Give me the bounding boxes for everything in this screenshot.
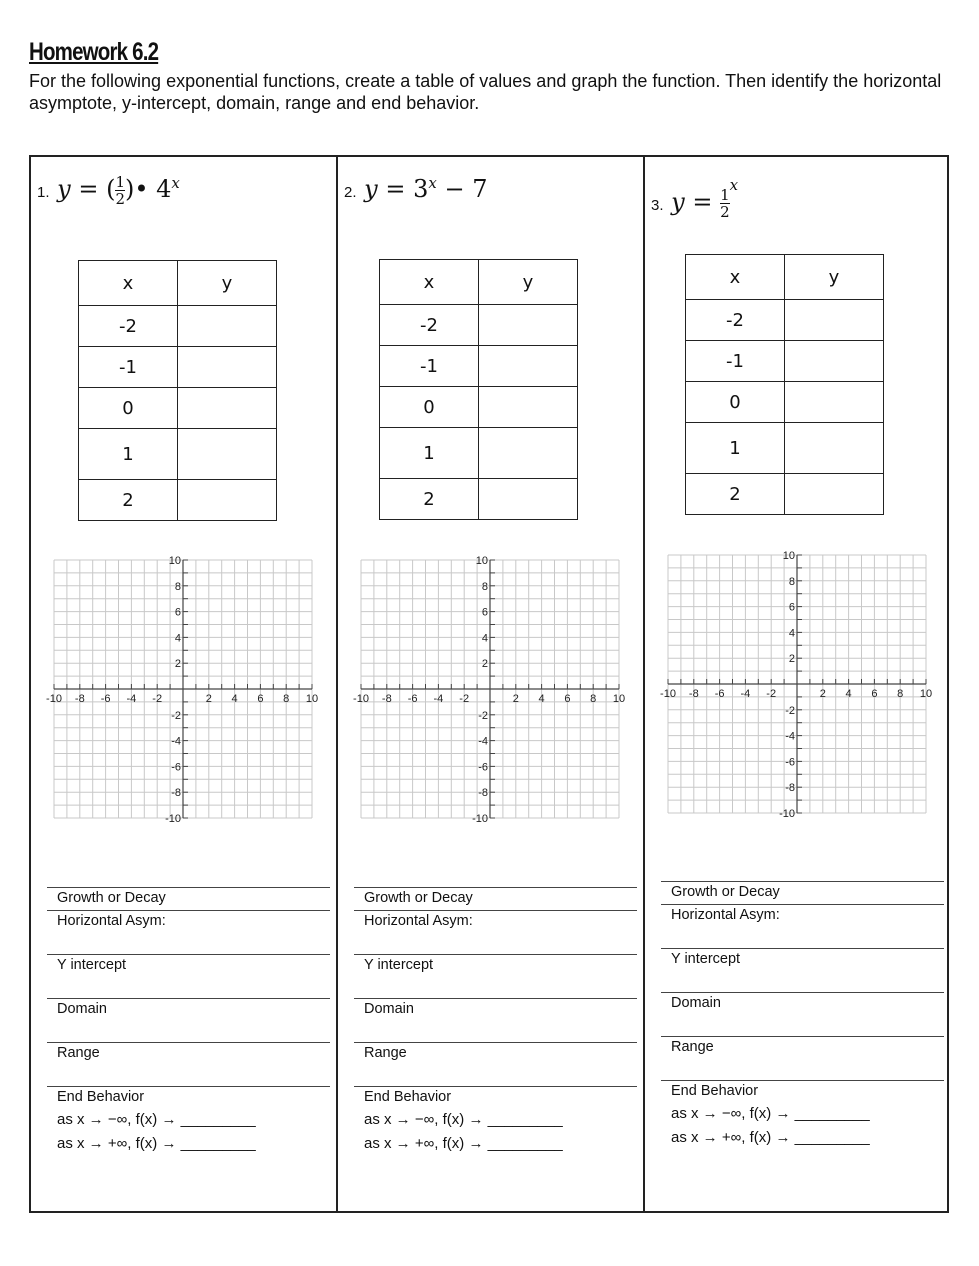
table-header-y: y bbox=[479, 260, 578, 305]
x-tick-label: 10 bbox=[305, 693, 319, 705]
equation-3: 3. $y = \frac{1}{2}$ $^x$ bbox=[651, 176, 739, 221]
x-tick-label: 10 bbox=[919, 688, 933, 700]
y-tick-label: 6 bbox=[481, 606, 488, 619]
table-header-y: y bbox=[178, 261, 277, 306]
y-intercept-label: Y intercept bbox=[57, 957, 127, 973]
table-cell: 1 bbox=[79, 429, 178, 480]
y-cell[interactable] bbox=[479, 479, 578, 520]
x-tick-label: 4 bbox=[231, 693, 238, 705]
x-tick-label: -8 bbox=[381, 693, 392, 705]
y-cell[interactable] bbox=[178, 306, 277, 347]
x-tick-label: 10 bbox=[612, 693, 626, 705]
range-label: Range bbox=[57, 1045, 100, 1061]
y-cell[interactable] bbox=[785, 341, 884, 382]
end-behavior-label: End Behavior bbox=[57, 1089, 145, 1105]
x-tick-label: -2 bbox=[766, 688, 777, 700]
column-divider bbox=[643, 157, 645, 1211]
table-cell: 0 bbox=[79, 388, 178, 429]
end-behavior-neg[interactable]: as x → −∞, f(x) → _________ bbox=[671, 1105, 870, 1122]
y-tick-label: 6 bbox=[174, 606, 181, 619]
end-behavior-label: End Behavior bbox=[671, 1083, 759, 1099]
y-cell[interactable] bbox=[479, 387, 578, 428]
x-tick-label: -10 bbox=[353, 693, 369, 705]
x-tick-label: -10 bbox=[46, 693, 62, 705]
y-tick-label: 2 bbox=[788, 653, 795, 666]
coordinate-grid-2[interactable] bbox=[347, 552, 632, 827]
y-cell[interactable] bbox=[785, 474, 884, 515]
y-intercept-label: Y intercept bbox=[671, 951, 741, 967]
equation-1: 1. $y = (\frac{1}{2}$ )• 4$^x$ bbox=[37, 173, 180, 208]
x-tick-label: 6 bbox=[564, 693, 571, 705]
end-behavior-label: End Behavior bbox=[364, 1089, 452, 1105]
y-tick-label: -10 bbox=[165, 813, 181, 825]
range-label: Range bbox=[364, 1045, 407, 1061]
x-tick-label: 8 bbox=[590, 693, 597, 705]
table-cell: -2 bbox=[79, 306, 178, 347]
domain-label: Domain bbox=[671, 995, 721, 1011]
x-tick-label: -2 bbox=[459, 693, 470, 705]
coordinate-grid-1[interactable] bbox=[40, 552, 325, 827]
table-header-x: x bbox=[686, 255, 785, 300]
answer-block-1 bbox=[47, 887, 330, 1167]
y-cell[interactable] bbox=[178, 429, 277, 480]
table-cell: -1 bbox=[79, 347, 178, 388]
table-header-x: x bbox=[380, 260, 479, 305]
table-of-values-2 bbox=[379, 259, 578, 520]
table-of-values-1 bbox=[78, 260, 277, 521]
growth-decay-label: Growth or Decay bbox=[57, 890, 166, 906]
y-tick-label: -10 bbox=[779, 808, 795, 820]
y-intercept-label: Y intercept bbox=[364, 957, 434, 973]
y-cell[interactable] bbox=[785, 300, 884, 341]
table-cell: 2 bbox=[686, 474, 785, 515]
table-header-x: x bbox=[79, 261, 178, 306]
horizontal-asym-label: Horizontal Asym: bbox=[57, 913, 166, 929]
y-cell[interactable] bbox=[785, 423, 884, 474]
y-cell[interactable] bbox=[178, 347, 277, 388]
end-behavior-pos[interactable]: as x → +∞, f(x) → _________ bbox=[57, 1135, 256, 1152]
y-tick-label: 4 bbox=[481, 632, 488, 645]
y-tick-label: 10 bbox=[782, 550, 795, 562]
x-tick-label: 8 bbox=[897, 688, 904, 700]
y-tick-label: 2 bbox=[481, 658, 488, 671]
answer-block-2 bbox=[354, 887, 637, 1167]
table-of-values-3 bbox=[685, 254, 884, 515]
y-tick-label: -6 bbox=[171, 761, 181, 774]
domain-label: Domain bbox=[364, 1001, 414, 1017]
x-tick-label: 2 bbox=[205, 693, 212, 705]
table-cell: 2 bbox=[79, 480, 178, 521]
y-tick-label: -2 bbox=[785, 704, 795, 717]
table-cell: 1 bbox=[686, 423, 785, 474]
domain-label: Domain bbox=[57, 1001, 107, 1017]
y-cell[interactable] bbox=[479, 305, 578, 346]
x-tick-label: -6 bbox=[100, 693, 111, 705]
y-tick-label: -2 bbox=[478, 709, 488, 722]
x-tick-label: 6 bbox=[257, 693, 264, 705]
x-tick-label: -2 bbox=[152, 693, 163, 705]
y-tick-label: -10 bbox=[472, 813, 488, 825]
y-cell[interactable] bbox=[178, 388, 277, 429]
y-tick-label: 4 bbox=[788, 627, 795, 640]
x-tick-label: 4 bbox=[538, 693, 545, 705]
x-tick-label: -6 bbox=[407, 693, 418, 705]
end-behavior-pos[interactable]: as x → +∞, f(x) → _________ bbox=[364, 1135, 563, 1152]
y-tick-label: 8 bbox=[788, 575, 795, 588]
table-header-y: y bbox=[785, 255, 884, 300]
table-cell: -2 bbox=[380, 305, 479, 346]
table-cell: 2 bbox=[380, 479, 479, 520]
x-tick-label: 8 bbox=[283, 693, 290, 705]
y-tick-label: 2 bbox=[174, 658, 181, 671]
y-tick-label: -8 bbox=[478, 787, 488, 800]
x-tick-label: -4 bbox=[740, 688, 751, 700]
y-cell[interactable] bbox=[178, 480, 277, 521]
growth-decay-label: Growth or Decay bbox=[671, 884, 780, 900]
x-tick-label: 2 bbox=[819, 688, 826, 700]
y-cell[interactable] bbox=[479, 346, 578, 387]
y-tick-label: 8 bbox=[481, 580, 488, 593]
x-tick-label: -10 bbox=[660, 688, 676, 700]
instructions: For the following exponential functions, create a table of values and graph the function. Then identify the horizontal asymptote, y-intercept, domain, range and end behavior. bbox=[29, 71, 942, 113]
y-tick-label: -4 bbox=[478, 735, 488, 748]
table-cell: -1 bbox=[686, 341, 785, 382]
y-tick-label: -4 bbox=[785, 730, 795, 743]
y-tick-label: 6 bbox=[788, 601, 795, 614]
y-tick-label: -8 bbox=[171, 787, 181, 800]
y-tick-label: 10 bbox=[168, 555, 181, 567]
page-title: Homework 6.2 bbox=[29, 38, 159, 66]
table-cell: 1 bbox=[380, 428, 479, 479]
y-tick-label: -6 bbox=[785, 756, 795, 769]
y-tick-label: 4 bbox=[174, 632, 181, 645]
x-tick-label: -8 bbox=[688, 688, 699, 700]
table-cell: -2 bbox=[686, 300, 785, 341]
y-tick-label: -8 bbox=[785, 782, 795, 795]
y-tick-label: -2 bbox=[171, 709, 181, 722]
coordinate-grid-3[interactable] bbox=[654, 547, 939, 822]
answer-block-3 bbox=[661, 881, 944, 1161]
range-label: Range bbox=[671, 1039, 714, 1055]
end-behavior-neg[interactable]: as x → −∞, f(x) → _________ bbox=[57, 1111, 256, 1128]
x-tick-label: -4 bbox=[433, 693, 444, 705]
equation-2: 2. $y = 3^x - 7$ bbox=[344, 174, 488, 203]
end-behavior-pos[interactable]: as x → +∞, f(x) → _________ bbox=[671, 1129, 870, 1146]
horizontal-asym-label: Horizontal Asym: bbox=[671, 907, 780, 923]
x-tick-label: 4 bbox=[845, 688, 852, 700]
table-cell: 0 bbox=[380, 387, 479, 428]
x-tick-label: -6 bbox=[714, 688, 725, 700]
end-behavior-neg[interactable]: as x → −∞, f(x) → _________ bbox=[364, 1111, 563, 1128]
x-tick-label: -4 bbox=[126, 693, 137, 705]
table-cell: 0 bbox=[686, 382, 785, 423]
y-tick-label: 8 bbox=[174, 580, 181, 593]
y-cell[interactable] bbox=[785, 382, 884, 423]
column-divider bbox=[336, 157, 338, 1211]
y-tick-label: -6 bbox=[478, 761, 488, 774]
horizontal-asym-label: Horizontal Asym: bbox=[364, 913, 473, 929]
table-cell: -1 bbox=[380, 346, 479, 387]
y-tick-label: -4 bbox=[171, 735, 181, 748]
x-tick-label: 2 bbox=[512, 693, 519, 705]
y-cell[interactable] bbox=[479, 428, 578, 479]
growth-decay-label: Growth or Decay bbox=[364, 890, 473, 906]
x-tick-label: -8 bbox=[74, 693, 85, 705]
x-tick-label: 6 bbox=[871, 688, 878, 700]
y-tick-label: 10 bbox=[475, 555, 488, 567]
